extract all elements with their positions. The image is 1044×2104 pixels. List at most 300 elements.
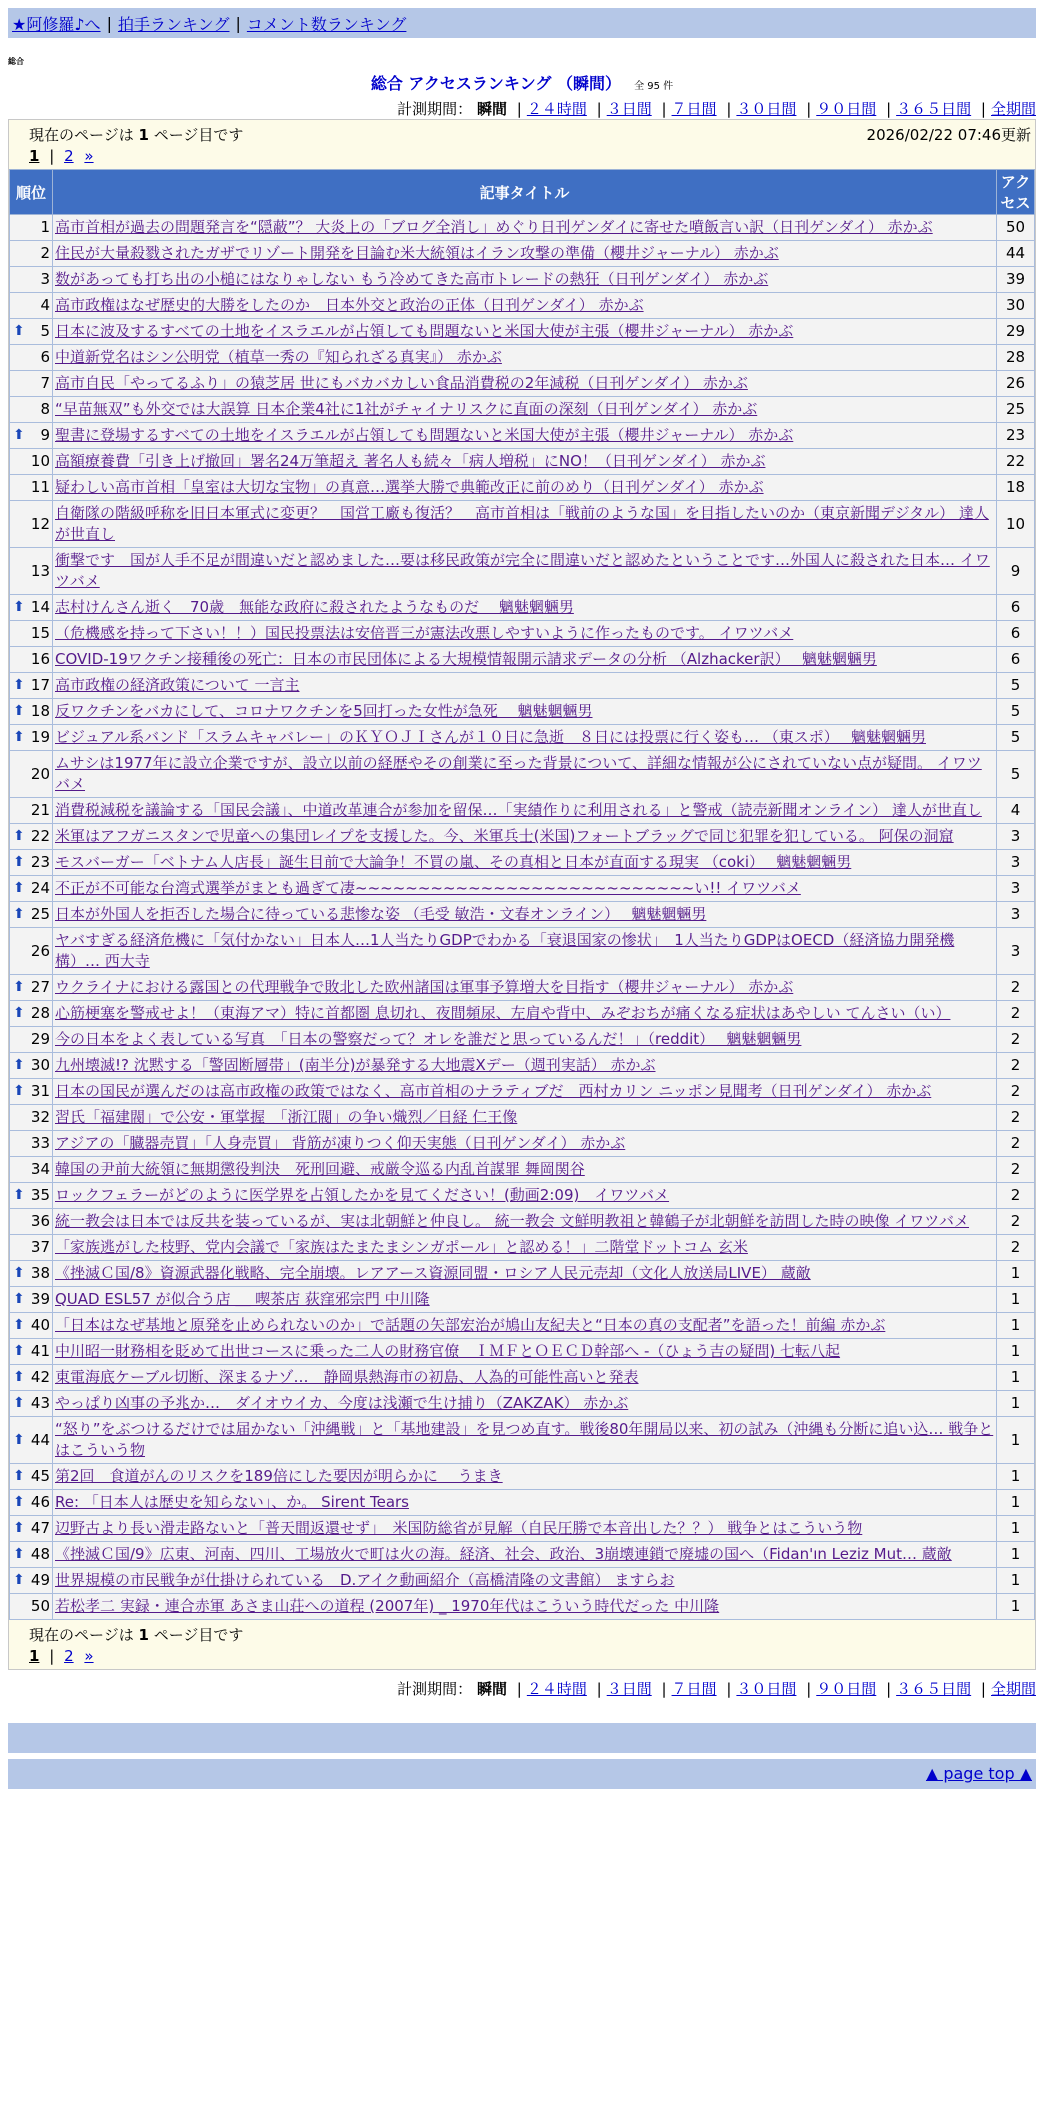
article-title-link[interactable]: 韓国の尹前大統領に無期懲役判決 死刑回避、戒厳令巡る内乱首謀罪 舞岡関谷	[55, 1160, 585, 1178]
table-row	[10, 1568, 1035, 1594]
ranking-title: 総合 アクセスランキング （瞬間）	[370, 74, 621, 93]
rank-cell	[10, 1464, 53, 1490]
rank-number: 22	[30, 827, 50, 845]
access-count: 3	[997, 928, 1035, 975]
rank-number: 41	[30, 1342, 50, 1360]
col-title-header: 記事タイトル	[53, 170, 997, 215]
table-row	[10, 1183, 1035, 1209]
access-count: 6	[997, 621, 1035, 647]
access-count: 1	[997, 1365, 1035, 1391]
rank-number: 20	[30, 764, 50, 783]
access-count: 2	[997, 1235, 1035, 1261]
title-cell	[53, 423, 997, 449]
period-selector-top	[0, 98, 1036, 119]
rank-number: 12	[30, 514, 50, 533]
rank-number: 31	[30, 1082, 50, 1100]
table-row	[10, 975, 1035, 1001]
title-cell	[53, 475, 997, 501]
rank-cell	[10, 501, 53, 548]
title-cell	[53, 501, 997, 548]
rank-number: 10	[30, 452, 50, 470]
rank-cell	[10, 902, 53, 928]
title-cell	[53, 1365, 997, 1391]
period-3d-link[interactable]: ３日間	[606, 1680, 652, 1698]
period-7d-link[interactable]: ７日間	[671, 100, 717, 118]
title-cell	[53, 725, 997, 751]
rank-up-arrow-icon: ⬆	[13, 1520, 25, 1536]
article-title-link[interactable]: 高市首相が過去の問題発言を“隠蔽”？ 大炎上の「ブログ全消し」めぐり日刊ゲンダイに寄せた噴飯言い訳（日刊ゲンダイ） 赤かぶ	[55, 218, 933, 236]
title-cell	[53, 798, 997, 824]
rank-cell	[10, 798, 53, 824]
rank-up-arrow-icon: ⬆	[13, 979, 25, 995]
title-cell	[53, 1339, 997, 1365]
rank-cell	[10, 449, 53, 475]
article-title-link[interactable]: 心筋梗塞を警戒せよ！（東海アマ）特に首都圏 息切れ、夜間頻尿、左肩や背中、みぞおちが痛くなる症状はあやしい てんさい（い）	[55, 1004, 951, 1022]
article-title-link[interactable]: 東電海底ケーブル切断、深まるナゾ… 静岡県熱海市の初島、人為的可能性高いと発表	[55, 1368, 639, 1386]
rank-cell	[10, 1079, 53, 1105]
period-separator: |	[726, 100, 732, 118]
title-cell	[53, 449, 997, 475]
page-status-pre: 現在のページは	[29, 126, 134, 144]
rank-number: 29	[30, 1030, 50, 1048]
table-row	[10, 1594, 1035, 1620]
title-cell	[53, 876, 997, 902]
rank-up-arrow-icon: ⬆	[13, 1431, 25, 1448]
title-cell	[53, 1313, 997, 1339]
rank-number: 45	[30, 1467, 50, 1485]
period-separator: |	[980, 1680, 986, 1698]
article-title-link[interactable]: モスバーガー「ベトナム人店長」誕生目前で大論争！不買の嵐、その真相と日本が直面する現実 （coki） 魑魅魍魎男	[55, 853, 852, 871]
period-365d-link[interactable]: ３６５日間	[896, 100, 972, 118]
article-title-link[interactable]: 《挫滅Ｃ国/8》資源武器化戦略、完全崩壊。レアアース資源同盟・ロシア人民元売却（文化人放送局LIVE） 蔵敵	[55, 1264, 811, 1282]
rank-cell	[10, 1365, 53, 1391]
article-title-link[interactable]: COVID-19ワクチン接種後の死亡：日本の市民団体による大規模情報開示請求データの分析 （Alzhacker訳） 魑魅魍魎男	[55, 650, 877, 668]
table-row	[10, 475, 1035, 501]
rank-number: 38	[30, 1264, 50, 1282]
rank-cell	[10, 1391, 53, 1417]
article-title-link[interactable]: 「家族逃がした枝野、党内会議で「家族はたまたまシンガポール」と認める！」二階堂ドットコム 玄米	[55, 1238, 748, 1256]
table-row	[10, 1516, 1035, 1542]
period-label: 計測期間：	[397, 1680, 473, 1698]
page-separator: |	[49, 1647, 55, 1665]
period-separator: |	[806, 1680, 812, 1698]
article-title-link[interactable]: アジアの「臓器売買」「人身売買」 背筋が凍りつく仰天実態（日刊ゲンダイ） 赤かぶ	[55, 1134, 626, 1152]
rank-number: 14	[30, 598, 50, 616]
table-row	[10, 548, 1035, 595]
access-count: 5	[997, 751, 1035, 798]
rank-cell	[10, 1490, 53, 1516]
title-cell	[53, 1568, 997, 1594]
table-row	[10, 1131, 1035, 1157]
article-title-link[interactable]: 米軍はアフガニスタンで児童への集団レイプを支援した。今、米軍兵士(米国)フォートブラッグで同じ犯罪を犯している。 阿保の洞窟	[55, 827, 954, 845]
access-count: 1	[997, 1313, 1035, 1339]
article-title-link[interactable]: （危機感を持って下さい！！）国民投票法は安倍晋三が憲法改悪しやすいように作ったものです。 イワツバメ	[55, 624, 794, 642]
title-cell	[53, 824, 997, 850]
period-90d-link[interactable]: ９０日間	[816, 1680, 877, 1698]
period-24h-link[interactable]: ２４時間	[526, 1680, 587, 1698]
rank-number: 39	[30, 1290, 50, 1308]
table-row	[10, 267, 1035, 293]
table-row	[10, 621, 1035, 647]
title-cell	[53, 1209, 997, 1235]
article-title-link[interactable]: 高額療養費「引き上げ撤回」署名24万筆超え 著名人も続々「病人増税」にNO！（日刊ゲンダイ） 赤かぶ	[55, 452, 766, 470]
rank-number: 17	[30, 676, 50, 694]
table-row	[10, 1365, 1035, 1391]
access-count: 23	[997, 423, 1035, 449]
article-title-link[interactable]: QUAD ESL57 が似合う店 ＿ 喫茶店 荻窪邪宗門 中川隆	[55, 1290, 430, 1308]
rank-cell	[10, 1053, 53, 1079]
table-row	[10, 449, 1035, 475]
pager-status-bottom	[9, 1620, 1035, 1645]
article-title-link[interactable]: 中道新党名はシン公明党（植草一秀の『知られざる真実』） 赤かぶ	[55, 348, 502, 366]
table-row	[10, 699, 1035, 725]
rank-up-arrow-icon: ⬆	[13, 703, 25, 719]
comment-ranking-link[interactable]: コメント数ランキング	[246, 14, 407, 34]
next-page-link[interactable]: »	[84, 1647, 94, 1665]
article-title-link[interactable]: 中川昭一財務相を貶めて出世コースに乗った二人の財務官僚 ＩＭＦとＯＥＣＤ幹部へ -（ひょう吉の疑問) 七転八起	[55, 1342, 841, 1360]
rank-cell	[10, 1339, 53, 1365]
rank-up-arrow-icon: ⬆	[13, 1572, 25, 1588]
rank-number: 5	[40, 322, 50, 340]
table-row	[10, 1209, 1035, 1235]
article-title-link[interactable]: 疑わしい高市首相「皇室は大切な宝物」の真意…選挙大勝で典範改正に前のめり（日刊ゲンダイ） 赤かぶ	[55, 478, 764, 496]
rank-number: 16	[30, 650, 50, 668]
rank-number: 49	[30, 1571, 50, 1589]
title-cell	[53, 1157, 997, 1183]
pagination-bottom	[9, 1645, 1035, 1669]
article-title-link[interactable]: 日本が外国人を拒否した場合に待っている悲惨な姿 （毛受 敏浩・文春オンライン） 魑魅魍魎男	[55, 905, 707, 923]
article-title-link[interactable]: 住民が大量殺戮されたガザでリゾート開発を目論む米大統領はイラン攻撃の準備（櫻井ジャーナル） 赤かぶ	[55, 244, 779, 262]
rank-cell	[10, 876, 53, 902]
article-title-link[interactable]: 統一教会は日本では反共を装っているが、実は北朝鮮と仲良し。 統一教会 文鮮明教祖と韓鶴子が北朝鮮を訪問した時の映像 イワツバメ	[55, 1212, 970, 1230]
rank-number: 42	[30, 1368, 50, 1386]
rank-cell	[10, 725, 53, 751]
rank-number: 15	[30, 624, 50, 642]
rank-up-arrow-icon: ⬆	[13, 1057, 25, 1073]
rank-cell	[10, 345, 53, 371]
period-separator: |	[661, 1680, 667, 1698]
title-cell	[53, 1183, 997, 1209]
rank-cell	[10, 215, 53, 241]
access-count: 44	[997, 241, 1035, 267]
title-cell	[53, 345, 997, 371]
period-all-link[interactable]: 全期間	[990, 1680, 1036, 1698]
article-title-link[interactable]: ビジュアル系バンド「スラムキャバレー」のＫＹＯＪＩさんが１０日に急逝 ８日には投票に行く姿も… （東スポ） 魑魅魍魎男	[55, 728, 926, 746]
period-separator: |	[516, 100, 522, 118]
article-title-link[interactable]: ムサシは1977年に設立企業ですが、設立以前の経歴やその創業に至った背景について、詳細な情報が公にされていない点が疑問。 イワツバメ	[55, 754, 982, 793]
page-2-link[interactable]: 2	[64, 147, 74, 165]
period-30d-link[interactable]: ３０日間	[736, 1680, 797, 1698]
period-selector-bottom	[0, 1678, 1036, 1699]
access-count: 1	[997, 1339, 1035, 1365]
page-separator: |	[49, 147, 55, 165]
article-title-link[interactable]: やっぱり凶事の予兆か… ダイオウイカ、今度は浅瀬で生け捕り（ZAKZAK） 赤かぶ	[55, 1394, 629, 1412]
table-row	[10, 293, 1035, 319]
article-title-link[interactable]: 今の日本をよく表している写真 「日本の警察だって？オレを誰だと思っているんだ！」（reddit） 魑魅魍魎男	[55, 1030, 802, 1048]
rank-up-arrow-icon: ⬆	[13, 323, 25, 339]
article-title-link[interactable]: 消費税減税を議論する「国民会議」、中道改革連合が参加を留保…「実績作りに利用される」と警戒（読売新聞オンライン） 達人が世直し	[55, 801, 982, 819]
rank-number: 19	[30, 728, 50, 746]
access-count: 29	[997, 319, 1035, 345]
article-title-link[interactable]: 日本の国民が選んだのは高市政権の政策ではなく、高市首相のナラティブだ 西村カリン ニッポン見聞考（日刊ゲンダイ） 赤かぶ	[55, 1082, 932, 1100]
table-row	[10, 1287, 1035, 1313]
ranking-box	[8, 119, 1036, 1670]
article-title-link[interactable]: 習氏「福建閥」で公安・軍掌握 「浙江閥」の争い熾烈／日経 仁王像	[55, 1108, 518, 1126]
top-nav-bar	[8, 8, 1036, 38]
article-title-link[interactable]: 衝撃です 国が人手不足が間違いだと認めました…要は移民政策が完全に間違いだと認めたということです…外国人に殺された日本… イワツバメ	[55, 551, 990, 590]
title-cell	[53, 1105, 997, 1131]
period-24h-link[interactable]: ２４時間	[526, 100, 587, 118]
rank-number: 50	[30, 1597, 50, 1615]
ranking-table	[9, 169, 1035, 1620]
title-cell	[53, 928, 997, 975]
title-cell	[53, 371, 997, 397]
period-separator: |	[806, 100, 812, 118]
article-title-link[interactable]: 聖書に登場するすべての土地をイスラエルが占領しても問題ないと米国大使が主張（櫻井ジャーナル） 赤かぶ	[55, 426, 794, 444]
period-3d-link[interactable]: ３日間	[606, 100, 652, 118]
page-status-post: ページ目です	[153, 1626, 244, 1644]
article-title-link[interactable]: Re: 「日本人は歴史を知らない」、か。 Sirent Tears	[55, 1493, 409, 1511]
table-row	[10, 345, 1035, 371]
page-top-bar	[8, 1759, 1036, 1789]
updated-timestamp: 2026/02/22 07:46更新	[866, 126, 1031, 144]
rank-cell	[10, 647, 53, 673]
title-cell	[53, 215, 997, 241]
article-title-link[interactable]: 若松孝二 実録・連合赤軍 あさま山荘への道程 (2007年) _ 1970年代はこういう時代だった 中川隆	[55, 1597, 720, 1615]
access-count: 6	[997, 647, 1035, 673]
rank-up-arrow-icon: ⬆	[13, 1317, 25, 1333]
article-title-link[interactable]: 数があっても打ち出の小槌にはなりゃしない もう冷めてきた高市トレードの熱狂（日刊ゲンダイ） 赤かぶ	[55, 270, 769, 288]
rank-up-arrow-icon: ⬆	[13, 1005, 25, 1021]
article-title-link[interactable]: 日本に波及するすべての土地をイスラエルが占領しても問題ないと米国大使が主張（櫻井ジャーナル） 赤かぶ	[55, 322, 794, 340]
title-cell	[53, 1542, 997, 1568]
rank-number: 25	[30, 905, 50, 923]
rank-up-arrow-icon: ⬆	[13, 828, 25, 844]
table-header-row	[10, 170, 1035, 215]
table-row	[10, 1339, 1035, 1365]
rank-number: 40	[30, 1316, 50, 1334]
rank-cell	[10, 371, 53, 397]
rank-cell	[10, 241, 53, 267]
access-count: 3	[997, 902, 1035, 928]
rank-number: 47	[30, 1519, 50, 1537]
title-cell	[53, 975, 997, 1001]
rank-cell	[10, 1594, 53, 1620]
rank-number: 37	[30, 1238, 50, 1256]
rank-number: 23	[30, 853, 50, 871]
clap-ranking-link[interactable]: 拍手ランキング	[117, 14, 230, 34]
title-cell	[53, 397, 997, 423]
page-top-link[interactable]: ▲ page top ▲	[925, 1764, 1032, 1783]
access-count: 26	[997, 371, 1035, 397]
title-cell	[53, 902, 997, 928]
rank-number: 3	[40, 270, 50, 288]
rank-number: 4	[40, 296, 50, 314]
article-title-link[interactable]: 《挫滅Ｃ国/9》広東、河南、四川、工場放火で町は火の海。経済、社会、政治、3崩壊連鎖で廃墟の国へ（Fidan'ın Leziz Mut… 蔵敵	[55, 1545, 952, 1563]
period-separator: |	[661, 100, 667, 118]
col-rank-header: 順位	[10, 170, 53, 215]
total-count: 全 95 件	[634, 81, 674, 92]
rank-number: 26	[30, 941, 50, 960]
article-title-link[interactable]: 反ワクチンをバカにして、コロナワクチンを5回打った女性が急死 魑魅魍魎男	[55, 702, 593, 720]
access-count: 1	[997, 1417, 1035, 1464]
rank-up-arrow-icon: ⬆	[13, 1395, 25, 1411]
table-row	[10, 1542, 1035, 1568]
home-link[interactable]: ★阿修羅♪へ	[12, 14, 101, 34]
period-separator: |	[980, 100, 986, 118]
rank-cell	[10, 673, 53, 699]
rank-cell	[10, 824, 53, 850]
page-1-current: 1	[29, 147, 40, 165]
rank-number: 34	[30, 1160, 50, 1178]
table-row	[10, 850, 1035, 876]
title-cell	[53, 673, 997, 699]
title-cell	[53, 1464, 997, 1490]
period-7d-link[interactable]: ７日間	[671, 1680, 717, 1698]
article-title-link[interactable]: 高市政権の経済政策について 一言主	[55, 676, 300, 694]
title-cell	[53, 1516, 997, 1542]
access-count: 39	[997, 267, 1035, 293]
rank-up-arrow-icon: ⬆	[13, 854, 25, 870]
title-cell	[53, 1391, 997, 1417]
rank-cell	[10, 1417, 53, 1464]
title-cell	[53, 293, 997, 319]
rank-cell	[10, 267, 53, 293]
rank-cell	[10, 1027, 53, 1053]
period-separator: |	[886, 1680, 892, 1698]
table-row	[10, 928, 1035, 975]
access-count: 1	[997, 1464, 1035, 1490]
access-count: 1	[997, 1287, 1035, 1313]
table-row	[10, 397, 1035, 423]
table-row	[10, 241, 1035, 267]
access-count: 25	[997, 397, 1035, 423]
period-all-link[interactable]: 全期間	[990, 100, 1036, 118]
access-count: 1	[997, 1261, 1035, 1287]
period-separator: |	[886, 100, 892, 118]
title-cell	[53, 1027, 997, 1053]
access-count: 5	[997, 699, 1035, 725]
period-365d-link[interactable]: ３６５日間	[896, 1680, 972, 1698]
rank-number: 28	[30, 1004, 50, 1022]
period-separator: |	[726, 1680, 732, 1698]
pager-status-top	[9, 120, 1035, 145]
article-title-link[interactable]: 不正が不可能な台湾式選挙がまとも過ぎて凄~~~~~~~~~~~~~~~~~~~~~~~~~~~い!! イワツバメ	[55, 879, 801, 897]
title-cell	[53, 1001, 997, 1027]
rank-number: 9	[40, 426, 50, 444]
period-separator: |	[516, 1680, 522, 1698]
rank-up-arrow-icon: ⬆	[13, 599, 25, 615]
article-title-link[interactable]: “早苗無双”も外交では大誤算 日本企業4社に1社がチャイナリスクに直面の深刻（日刊ゲンダイ） 赤かぶ	[55, 400, 758, 418]
category-label: 総合	[8, 57, 24, 66]
table-row	[10, 876, 1035, 902]
rank-cell	[10, 595, 53, 621]
article-title-link[interactable]: 高市自民「やってるふり」の猿芝居 世にもバカバカしい食品消費税の2年減税（日刊ゲンダイ） 赤かぶ	[55, 374, 748, 392]
next-page-link[interactable]: »	[84, 147, 94, 165]
title-cell	[53, 699, 997, 725]
table-row	[10, 1053, 1035, 1079]
article-title-link[interactable]: 世界規模の市民戦争が仕掛けられている D.アイク動画紹介（高橋清隆の文書館） ますらお	[55, 1571, 675, 1589]
table-row	[10, 1235, 1035, 1261]
rank-up-arrow-icon: ⬆	[13, 427, 25, 443]
period-separator: |	[596, 100, 602, 118]
rank-cell	[10, 1261, 53, 1287]
page-1-current: 1	[29, 1647, 40, 1665]
rank-number: 36	[30, 1212, 50, 1230]
title-cell	[53, 1079, 997, 1105]
rank-cell	[10, 1568, 53, 1594]
access-count: 2	[997, 1183, 1035, 1209]
access-count: 18	[997, 475, 1035, 501]
article-title-link[interactable]: 高市政権はなぜ歴史的大勝をしたのか 日本外交と政治の正体（日刊ゲンダイ） 赤かぶ	[55, 296, 644, 314]
rank-cell	[10, 1157, 53, 1183]
table-row	[10, 647, 1035, 673]
access-count: 1	[997, 1516, 1035, 1542]
table-row	[10, 501, 1035, 548]
period-current: 瞬間	[476, 100, 507, 118]
article-title-link[interactable]: 辺野古より長い滑走路ないと「普天間返還せず」 米国防総省が見解（自民圧勝で本音出した？？） 戦争とはこういう物	[55, 1519, 863, 1537]
article-title-link[interactable]: 自衛隊の階級呼称を旧日本軍式に変更？ 国営工廠も復活？ 高市首相は「戦前のような国」を目指したいのか（東京新聞デジタル） 達人が世直し	[55, 504, 989, 543]
title-cell	[53, 647, 997, 673]
table-row	[10, 215, 1035, 241]
page-status-current: 1	[138, 1626, 149, 1644]
rank-up-arrow-icon: ⬆	[13, 906, 25, 922]
rank-cell	[10, 475, 53, 501]
rank-cell	[10, 1131, 53, 1157]
article-title-link[interactable]: ウクライナにおける露国との代理戦争で敗北した欧州諸国は軍事予算増大を目指す（櫻井ジャーナル） 赤かぶ	[55, 978, 794, 996]
period-label: 計測期間：	[397, 100, 473, 118]
article-title-link[interactable]: 九州壊滅!? 沈黙する「警固断層帯」(南半分)が暴発する大地震Xデー（週刊実話） 赤かぶ	[55, 1056, 656, 1074]
rank-cell	[10, 1516, 53, 1542]
rank-number: 30	[30, 1056, 50, 1074]
rank-cell	[10, 850, 53, 876]
title-cell	[53, 751, 997, 798]
table-row	[10, 595, 1035, 621]
access-count: 10	[997, 501, 1035, 548]
article-title-link[interactable]: ロックフェラーがどのように医学界を占領したかを見てください！(動画2:09) イワツバメ	[55, 1186, 670, 1204]
article-title-link[interactable]: 志村けんさん逝く 70歳 無能な政府に殺されたようなものだ 魑魅魍魎男	[55, 598, 574, 616]
title-cell	[53, 1053, 997, 1079]
access-count: 5	[997, 725, 1035, 751]
period-90d-link[interactable]: ９０日間	[816, 100, 877, 118]
table-row	[10, 824, 1035, 850]
access-count: 2	[997, 1079, 1035, 1105]
rank-up-arrow-icon: ⬆	[13, 1546, 25, 1562]
table-row	[10, 1490, 1035, 1516]
rank-cell	[10, 319, 53, 345]
article-title-link[interactable]: 第2回 食道がんのリスクを189倍にした要因が明らかに うまき	[55, 1467, 503, 1485]
rank-cell	[10, 423, 53, 449]
title-cell	[53, 1287, 997, 1313]
rank-up-arrow-icon: ⬆	[13, 1265, 25, 1281]
article-title-link[interactable]: 「日本はなぜ基地と原発を止められないのか」で話題の矢部宏治が鳩山友紀夫と“日本の真の支配者”を語った！前編 赤かぶ	[55, 1316, 886, 1334]
rank-number: 8	[40, 400, 50, 418]
table-row	[10, 1157, 1035, 1183]
access-count: 1	[997, 1391, 1035, 1417]
access-count: 1	[997, 1568, 1035, 1594]
period-30d-link[interactable]: ３０日間	[736, 100, 797, 118]
page-status	[29, 124, 243, 145]
title-cell	[53, 850, 997, 876]
article-title-link[interactable]: “怒り”をぶつけるだけでは届かない「沖縄戦」と「基地建設」を見つめ直す。戦後80年開局以来、初の試み（沖縄も分断に追い込… 戦争とはこういう物	[55, 1420, 994, 1459]
title-cell	[53, 621, 997, 647]
title-cell	[53, 595, 997, 621]
page-status-current: 1	[138, 126, 149, 144]
page-2-link[interactable]: 2	[64, 1647, 74, 1665]
article-title-link[interactable]: ヤバすぎる経済危機に「気付かない」日本人…1人当たりGDPでわかる「衰退国家の惨状」 1人当たりGDPはOECD（経済協力開発機構）… 西大寺	[55, 931, 955, 970]
rank-cell	[10, 1105, 53, 1131]
rank-number: 35	[30, 1186, 50, 1204]
